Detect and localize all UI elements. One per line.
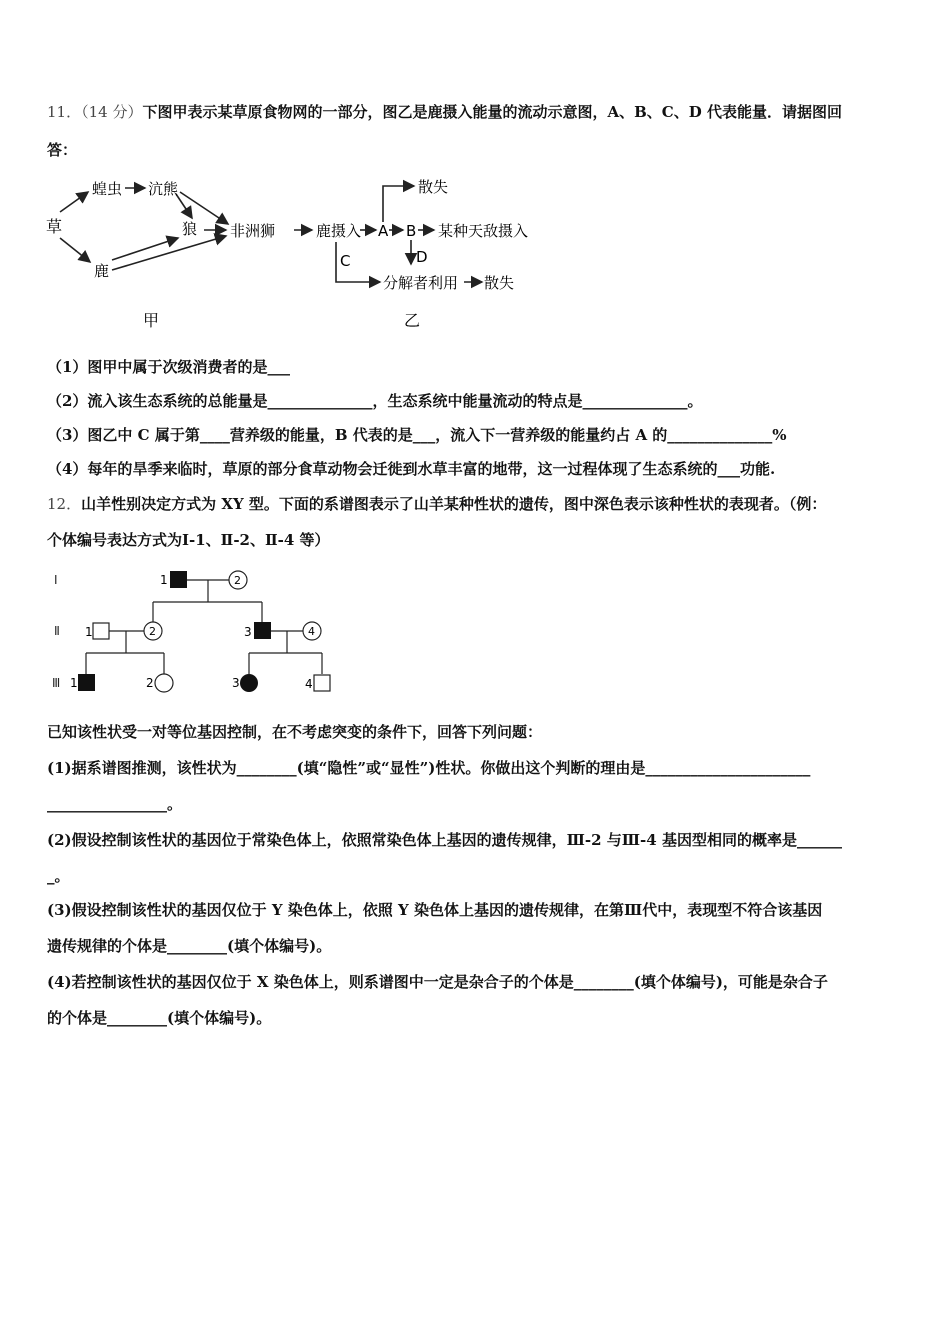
individual-III-3-affected-female [240,674,258,692]
q11-sub4: （4）每年的旱季来临时，草原的部分食草动物会迁徙到水草丰富的地带，这一过程体现了生态系统的___功能. [47,460,776,478]
gen-label-1: Ⅰ [54,573,58,587]
fig-jia-caption: 甲 [143,311,160,330]
q11-intro-line2: 答： [47,141,78,159]
q11-intro-line1 [47,102,842,122]
yi-a: A [378,222,389,240]
q11-sub2: （2）流入该生态系统的总能量是______________，生态系统中能量流动的特点是______________。 [47,392,703,410]
individual-III-4-male [314,675,330,691]
q12-intro-text: 山羊性别决定方式为 XY 型。下面的系谱图表示了山羊某种性状的遗传，图中深色表示该种性状的表现者。（例： [81,495,827,513]
q12-p4-line2: 的个体是________(填个体编号)。 [47,1009,272,1027]
q12-intro-line1 [47,494,826,514]
yi-lost-top: 散失 [418,178,449,196]
yi-lost-bottom: 散失 [484,274,515,292]
food-web-diagram [40,170,285,335]
energy-flow-diagram [288,170,538,335]
node-wolf: 狼 [182,220,198,238]
label-II-1: 1 [85,625,93,639]
gen-label-2: Ⅱ [54,624,60,638]
gen-label-3: Ⅲ [52,676,61,690]
label-II-4: 4 [308,625,315,638]
arrow-deer-wolf [112,238,178,260]
arrow-a-lost [383,186,414,222]
label-III-2: 2 [146,676,154,690]
q12-p3-line1: (3)假设控制该性状的基因仅位于 Y 染色体上，依照 Y 染色体上基因的遗传规律，在第Ⅲ代中，表现型不符合该基因 [47,901,823,919]
q12-p2-line1: (2)假设控制该性状的基因位于常染色体上，依照常染色体上基因的遗传规律，Ⅲ-2 与Ⅲ-4 基因型相同的概率是______ [47,831,842,849]
q12-p4-line1: (4)若控制该性状的基因仅位于 X 染色体上，则系谱图中一定是杂合子的个体是________(填个体编号)，可能是杂合子 [47,973,828,991]
label-III-3: 3 [232,676,240,690]
yi-predator: 某种天敌摄入 [438,222,529,240]
q12-number: 12． [47,495,82,513]
yi-d: D [416,248,428,266]
node-locust: 蝗虫 [92,180,123,198]
yi-deer-intake: 鹿摄入 [316,222,362,240]
yi-decomposer: 分解者利用 [383,274,459,292]
yi-b: B [406,222,417,240]
individual-I-1-affected-male [170,571,187,588]
individual-III-1-affected-male [78,674,95,691]
yi-c: C [340,252,351,270]
label-I-1: 1 [160,573,168,587]
q12-p2-line2: _。 [47,867,70,885]
arrow-grass-locust [60,192,88,212]
node-lion: 非洲狮 [230,222,276,240]
q12-known: 已知该性状受一对等位基因控制，在不考虑突变的条件下，回答下列问题： [47,723,543,741]
fig-yi-caption: 乙 [404,311,421,330]
q11-sub1: （1）图甲中属于次级消费者的是___ [47,358,290,376]
individual-II-1-male [93,623,109,639]
node-deer: 鹿 [94,262,110,280]
q12-intro-line2: 个体编号表达方式为Ⅰ-1、Ⅱ-2、Ⅱ-4 等） [47,531,330,549]
label-II-2: 2 [149,625,156,638]
arrow-grass-deer [60,238,90,262]
q12-p1-line1: (1)据系谱图推测，该性状为________(填“隐性”或“显性”)性状。你做出这个判断的理由是______________________ [47,759,811,777]
individual-III-2-female [155,674,173,692]
q12-p3-line2: 遗传规律的个体是________(填个体编号)。 [47,937,332,955]
label-III-4: 4 [305,677,313,691]
q11-sub3: （3）图乙中 C 属于第____营养级的能量，B 代表的是___，流入下一营养级的能量约占 A 的______________% [47,426,787,444]
label-I-2: 2 [234,574,241,587]
node-cheetah: 沆熊 [148,180,179,198]
q11-intro-text: 下图甲表示某草原食物网的一部分，图乙是鹿摄入能量的流动示意图，A、B、C、D 代表能量．请据图回 [142,103,842,121]
individual-II-3-affected-male [254,622,271,639]
label-III-1: 1 [70,676,78,690]
node-grass: 草 [46,217,63,236]
q11-points: （14 分） [81,103,143,121]
pedigree-chart [40,562,350,702]
q11-number: 11． [47,103,82,121]
q12-p1-line2: ________________。 [47,795,183,813]
label-II-3: 3 [244,625,252,639]
